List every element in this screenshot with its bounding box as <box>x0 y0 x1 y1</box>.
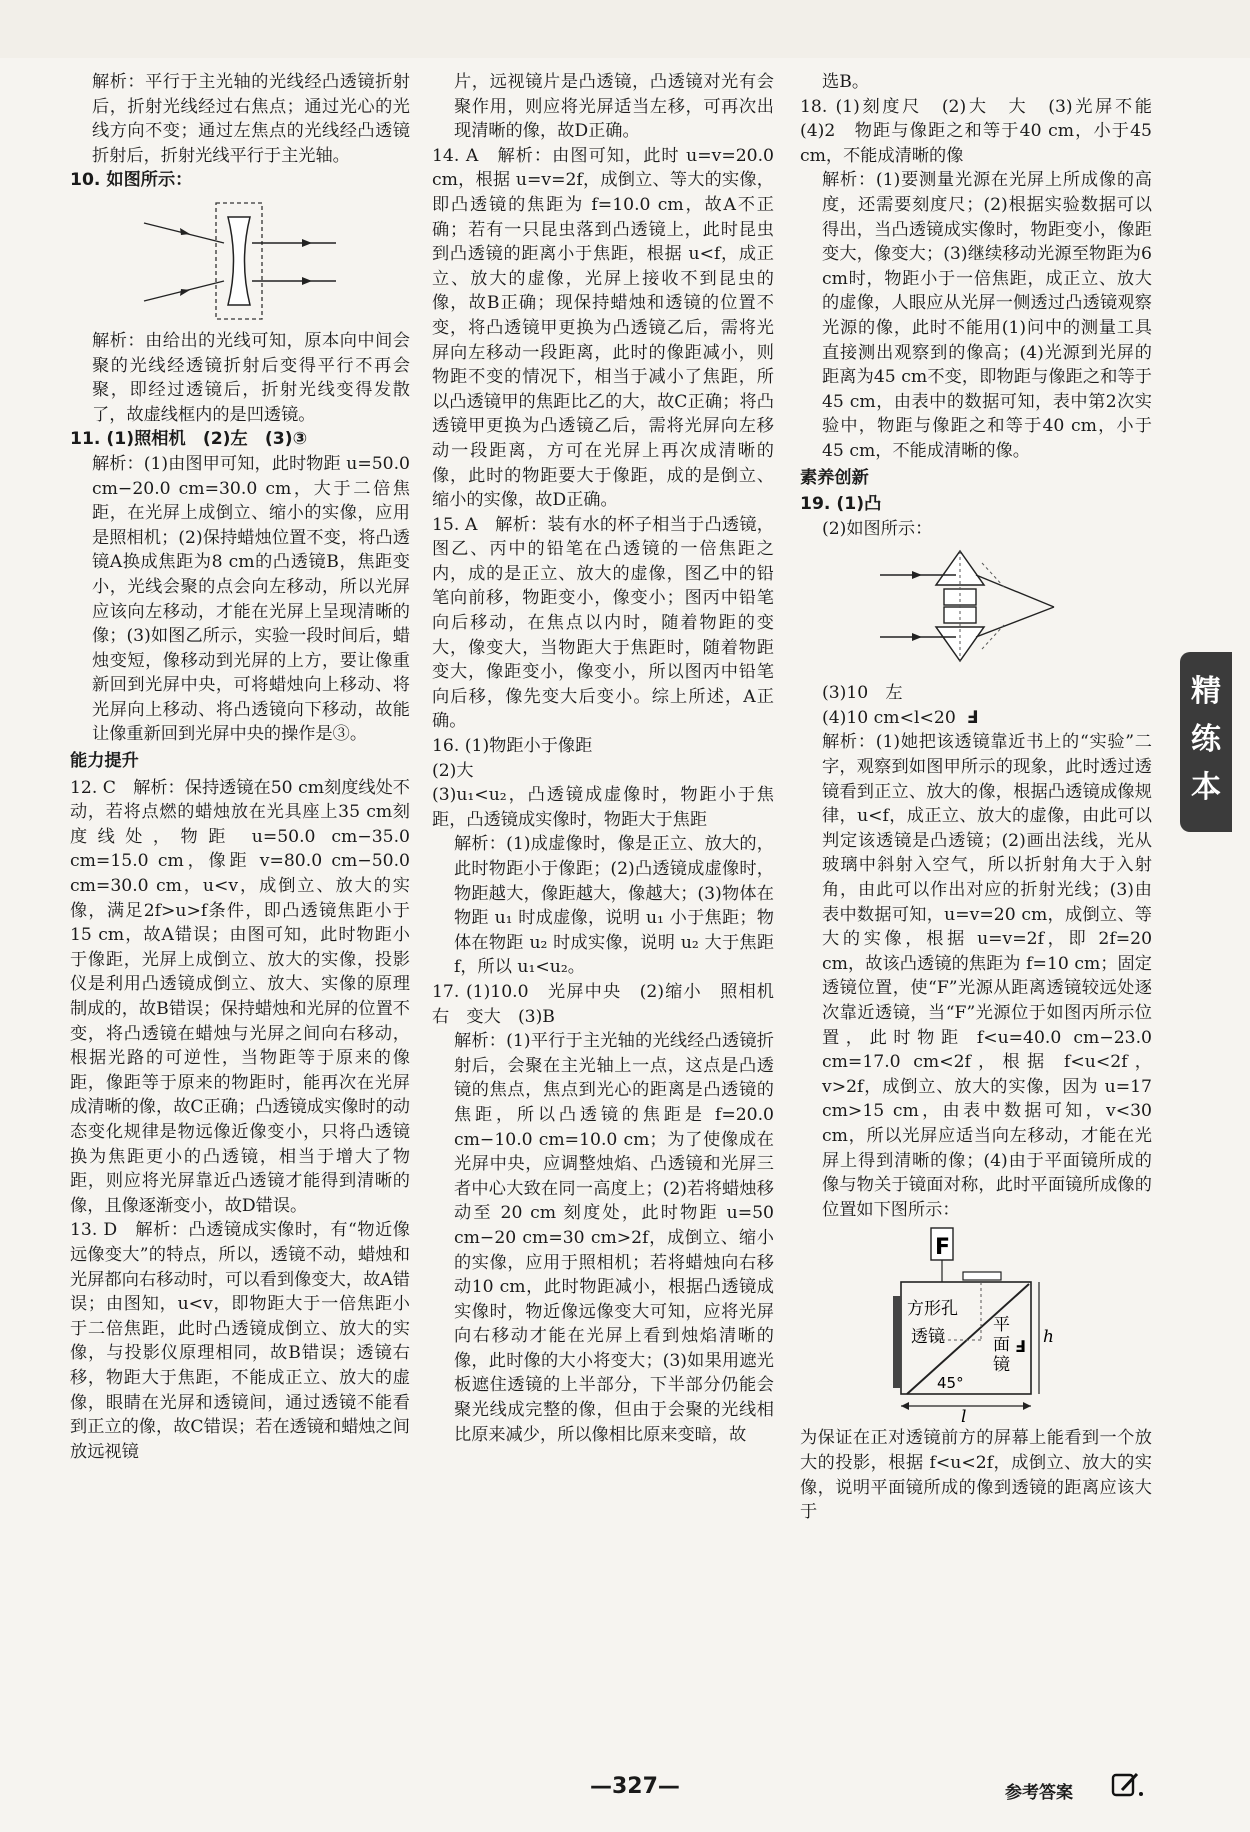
question-19-2: (2)如图所示： <box>822 518 933 539</box>
square-hole-cover <box>963 1272 1001 1280</box>
mirror-label-3: 镜 <box>993 1355 1010 1376</box>
arrow-icon <box>1023 1402 1031 1410</box>
arrow-icon <box>912 633 922 641</box>
answer-19-4: (4)10 cm<l<20 <box>822 707 956 728</box>
lens-panel <box>893 1296 901 1388</box>
question-19-4 <box>800 706 1152 731</box>
section-ability: 能力提升 <box>70 751 139 772</box>
question-15: 15. A 解析：装有水的杯子相当于凸透镜，图乙、丙中的铅笔在凸透镜的一倍焦距之内，成的是正立、放大的虚像，图乙中的铅笔向前移，物距变小，像变小；图丙中铅笔向后移动，在焦点以内时，随着物距的变大，像变大，当物距大于焦距时，随着物距变大，像距变小，像变小，所以图丙中铅笔向后移，像先变大后变小。综上所述，A正确。 <box>432 514 774 732</box>
col1-analysis-9: 解析：平行于主光轴的光线经凸透镜折射后，折射光线经过右焦点；通过光心的光线方向不变；通过左焦点的光线经凸透镜折射后，折射光线平行于主光轴。 <box>92 72 410 166</box>
analysis-11: 解析：(1)由图甲可知，此时物距 u=50.0 cm−20.0 cm=30.0 cm，大于二倍焦距，在光屏上成倒立、缩小的实像，应用是照相机；(2)保持蜡烛位置不变，将凸透镜A换成焦距为8 cm的凸透镜B，焦距变小，光线会聚的点会向左移动，所以光屏应该向左移动，才能在光屏上呈现清晰的像；(3)如图乙所示，实验一段时间后，蜡烛变短，像移动到光屏的上方，要让像重新回到光屏中央，可将蜡烛向上移动、将光屏向上移动、将凸透镜向下移动，故能让像重新回到光屏中央的操作是③。 <box>92 453 410 745</box>
column-1 <box>70 70 410 1464</box>
question-19-3: (3)10 左 <box>822 683 903 704</box>
arrow-icon <box>302 277 312 285</box>
side-tab <box>1180 652 1232 832</box>
question-12: 12. C 解析：保持透镜在50 cm刻度线处不动，若将点燃的蜡烛放在光具座上35 cm刻度线处，物距 u=50.0 cm−35.0 cm=15.0 cm，像距 v=80.0 cm−50.0 cm=30.0 cm，u<v，成倒立、放大的实像，满足2f>u>f条件，即凸透镜焦距小于15 cm，故A错误；由图可知，此时物距小于像距，光屏上成倒立、放大的实像，投影仪是利用凸透镜成倒立、放大、实像的原理制成的，故B错误；保持蜡烛和光屏的位置不变，将凸透镜在蜡烛与光屏之间向右移动，根据光路的可逆性，当物距等于原来的像距，像距等于原来的物距时，能再次在光屏成清晰的像，故C正确；凸透镜成实像时的动态变化规律是物远像近像变小，只将凸透镜换为焦距更小的凸透镜，相当于增大了物距，则应将光屏靠近凸透镜才能得到清晰的像，且像逐渐变小，故D错误。 <box>70 777 410 1216</box>
side-tab-char-1: 精 <box>1191 674 1221 709</box>
question-18: 18. (1)刻度尺 (2)大 大 (3)光屏不能 (4)2 物距与像距之和等于40 cm，小于45 cm，不能成清晰的像 <box>800 96 1170 166</box>
top-edge <box>0 0 1250 58</box>
lens-block-1 <box>944 589 976 605</box>
analysis-19: 解析：(1)她把该透镜靠近书上的“实验”二字，观察到如图甲所示的现象，此时透过透镜看到正立、放大的像，根据凸透镜成像规律，u<f，成正立、放大的虚像，由此可以判定该透镜是凸透镜；(2)画出法线，光从玻璃中斜射入空气，所以折射角大于入射角，由此可以作出对应的折射光线；(3)由表中数据可知，u=v=20 cm，成倒立、等大的实像，根据 u=v=2f，即 2f=20 cm，故该凸透镜的焦距为 f=10 cm；固定透镜位置，使“F”光源从距离透镜较远处逐次靠近透镜，当“F”光源位于如图丙所示位置，此时物距 f<u=40.0 cm−23.0 cm=17.0 cm<2f，根据 f<u<2f，v>2f，成倒立、放大的实像，因为 u=17 cm>15 cm，由表中数据可知，v<30 cm，所以光屏应适当向左移动，才能在光屏上得到清晰的像；(4)由于平面镜所成的像与物关于镜面对称，此时平面镜所成像的位置如下图所示： <box>822 732 1152 1220</box>
ray-out-top <box>976 575 1054 607</box>
arrow-icon <box>302 239 312 247</box>
ray-out-bottom <box>976 607 1054 637</box>
analysis-17: 解析：(1)平行于主光轴的光线经凸透镜折射后，会聚在主光轴上一点，这点是凸透镜的焦点，焦点到光心的距离是凸透镜的焦距，所以凸透镜的焦距是 f=20.0 cm−10.0 cm=10.0 cm；为了使像成在光屏中央，应调整烛焰、凸透镜和光屏三者中心大致在同一高度上；(2)若将蜡烛移动至 20 cm 刻度处，此时物距 u=50 cm−20 cm=30 cm>2f，成倒立、缩小的实像，应用于照相机；若将蜡烛向右移动10 cm，此时物距减小，根据凸透镜成实像时，物近像远像变大可知，应将光屏向右移动才能在光屏上看到烛焰清晰的像，此时像的大小将变大；(3)如果用遮光板遮住透镜的上半部分，下半部分仍能会聚光线成完整的像，但由于会聚的光线相比原来减少，所以像相比原来变暗，故 <box>454 1031 774 1445</box>
col3-continuation: 选B。 <box>822 72 870 92</box>
mirror-label-1: 平 <box>993 1315 1010 1336</box>
angle-label: 45° <box>937 1374 964 1393</box>
f-source-letter: F <box>935 1235 951 1261</box>
analysis-16: 解析：(1)成虚像时，像是正立、放大的，此时物距小于像距；(2)凸透镜成虚像时，物距越大，像距越大，像越大；(3)物体在物距 u₁ 时成虚像，说明 u₁ 小于焦距；物体在物距 u₂ 时成实像，说明 u₂ 大于焦距 f，所以 u₁<u₂。 <box>454 834 774 978</box>
analysis-19-final: 为保证在正对透镜前方的屏幕上能看到一个放大的投影，根据 f<u<2f，成倒立、放大的实像，说明平面镜所成的像到透镜的距离应该大于 <box>800 1428 1152 1523</box>
dashed-normal-bottom <box>982 625 1004 649</box>
lens-label: 透镜 <box>911 1327 945 1348</box>
arrow-icon <box>901 1402 909 1410</box>
question-16: 16. (1)物距小于像距 (2)大 (3)u₁<u₂，凸透镜成虚像时，物距小于焦距，凸透镜成实像时，物距大于焦距 <box>432 736 774 830</box>
prism-figure <box>876 545 1076 677</box>
question-14: 14. A 解析：由图可知，此时 u=v=20.0 cm，根据 u=v=2f，成倒立、等大的实像，即凸透镜的焦距为 f=10.0 cm，故A不正确；若有一只昆虫落到凸透镜上，此时昆虫到凸透镜的距离小于焦距，根据 u<f，成正立、放大的虚像，光屏上接收不到昆虫的像，故B正确；现保持蜡烛和透镜的位置不变，将凸透镜甲更换为凸透镜乙后，需将光屏向左移动一段距离，此时的像距减小，则物距不变的情况下，相当于减小了焦距，所以凸透镜甲的焦距比乙的大，故C正确；将凸透镜甲更换为凸透镜乙后，需将光屏向左移动一段距离，方可在光屏上再次成清晰的像，此时的物距要大于像距，成的是倒立、缩小的实像，故D正确。 <box>432 145 774 511</box>
square-hole-label: 方形孔 <box>907 1299 958 1320</box>
concave-lens-figure <box>140 197 340 325</box>
analysis-18: 解析：(1)要测量光源在光屏上所成像的高度，还需要刻度尺；(2)根据实验数据可以得出，当凸透镜成实像时，物距变小，像距变大，像变大；(3)继续移动光源至物距为6 cm时，物距小于一倍焦距，成正立、放大的虚像，人眼应从光屏一侧透过凸透镜观察光源的像，此时不能用(1)问中的测量工具直接测出观察到的像高；(4)光源到光屏的距离为45 cm不变，即物距与像距之和等于45 cm，由表中的数据可知，表中第2次实验中，物距与像距之和等于40 cm，小于45 cm，不能成清晰的像。 <box>822 170 1152 461</box>
arrow-icon <box>180 289 190 296</box>
concave-lens <box>228 217 250 305</box>
dashed-normal-top <box>982 563 1004 587</box>
arrow-icon <box>912 571 922 579</box>
lens-block-2 <box>944 607 976 623</box>
side-tab-char-2: 练 <box>1191 722 1221 757</box>
mirrored-f: Ⅎ <box>966 707 979 728</box>
l-label: l <box>961 1407 967 1423</box>
question-17: 17. (1)10.0 光屏中央 (2)缩小 照相机 右 变大 (3)B <box>432 981 792 1027</box>
question-19-1: 19. (1)凸 <box>800 494 882 515</box>
analysis-10: 解析：由给出的光线可知，原本向中间会聚的光线经透镜折射后变得平行不再会聚，即经过透镜后，折射光线变得发散了，故虚线框内的是凹透镜。 <box>92 330 410 425</box>
column-2 <box>432 70 792 1447</box>
side-tab-char-3: 本 <box>1191 770 1221 805</box>
mirror-image-f: Ⅎ <box>1015 1337 1026 1357</box>
question-11: 11. (1)照相机 (2)左 (3)③ <box>70 429 308 450</box>
section-innovation: 素养创新 <box>800 467 869 488</box>
projector-box-figure <box>891 1226 1061 1422</box>
footer-label: 参考答案 <box>1005 1783 1073 1803</box>
page-number: —327— <box>590 1774 680 1799</box>
prism-top <box>936 551 984 585</box>
column-3 <box>800 70 1170 1525</box>
col2-continuation: 片，远视镜片是凸透镜，凸透镜对光有会聚作用，则应将光屏适当左移，可再次出现清晰的像，故D正确。 <box>454 72 774 142</box>
h-label: h <box>1043 1327 1054 1348</box>
question-13: 13. D 解析：凸透镜成实像时，有“物近像远像变大”的特点，所以，透镜不动，蜡烛和光屏都向右移动时，可以看到像变大，故A错误；由图知，u<v，即物距大于一倍焦距小于二倍焦距，此时凸透镜成倒立、放大的实像，与投影仪原理相同，故B错误；透镜右移，物距大于焦距，不能成正立、放大的虚像，眼睛在光屏和透镜间，通过透镜不能看到正立的像，故C错误；若在透镜和蜡烛之间放远视镜 <box>70 1220 410 1462</box>
pencil-note-icon <box>1110 1770 1144 1800</box>
arrow-icon <box>180 228 190 235</box>
question-10: 10. 如图所示： <box>70 170 193 191</box>
mirror-label-2: 面 <box>993 1335 1010 1356</box>
